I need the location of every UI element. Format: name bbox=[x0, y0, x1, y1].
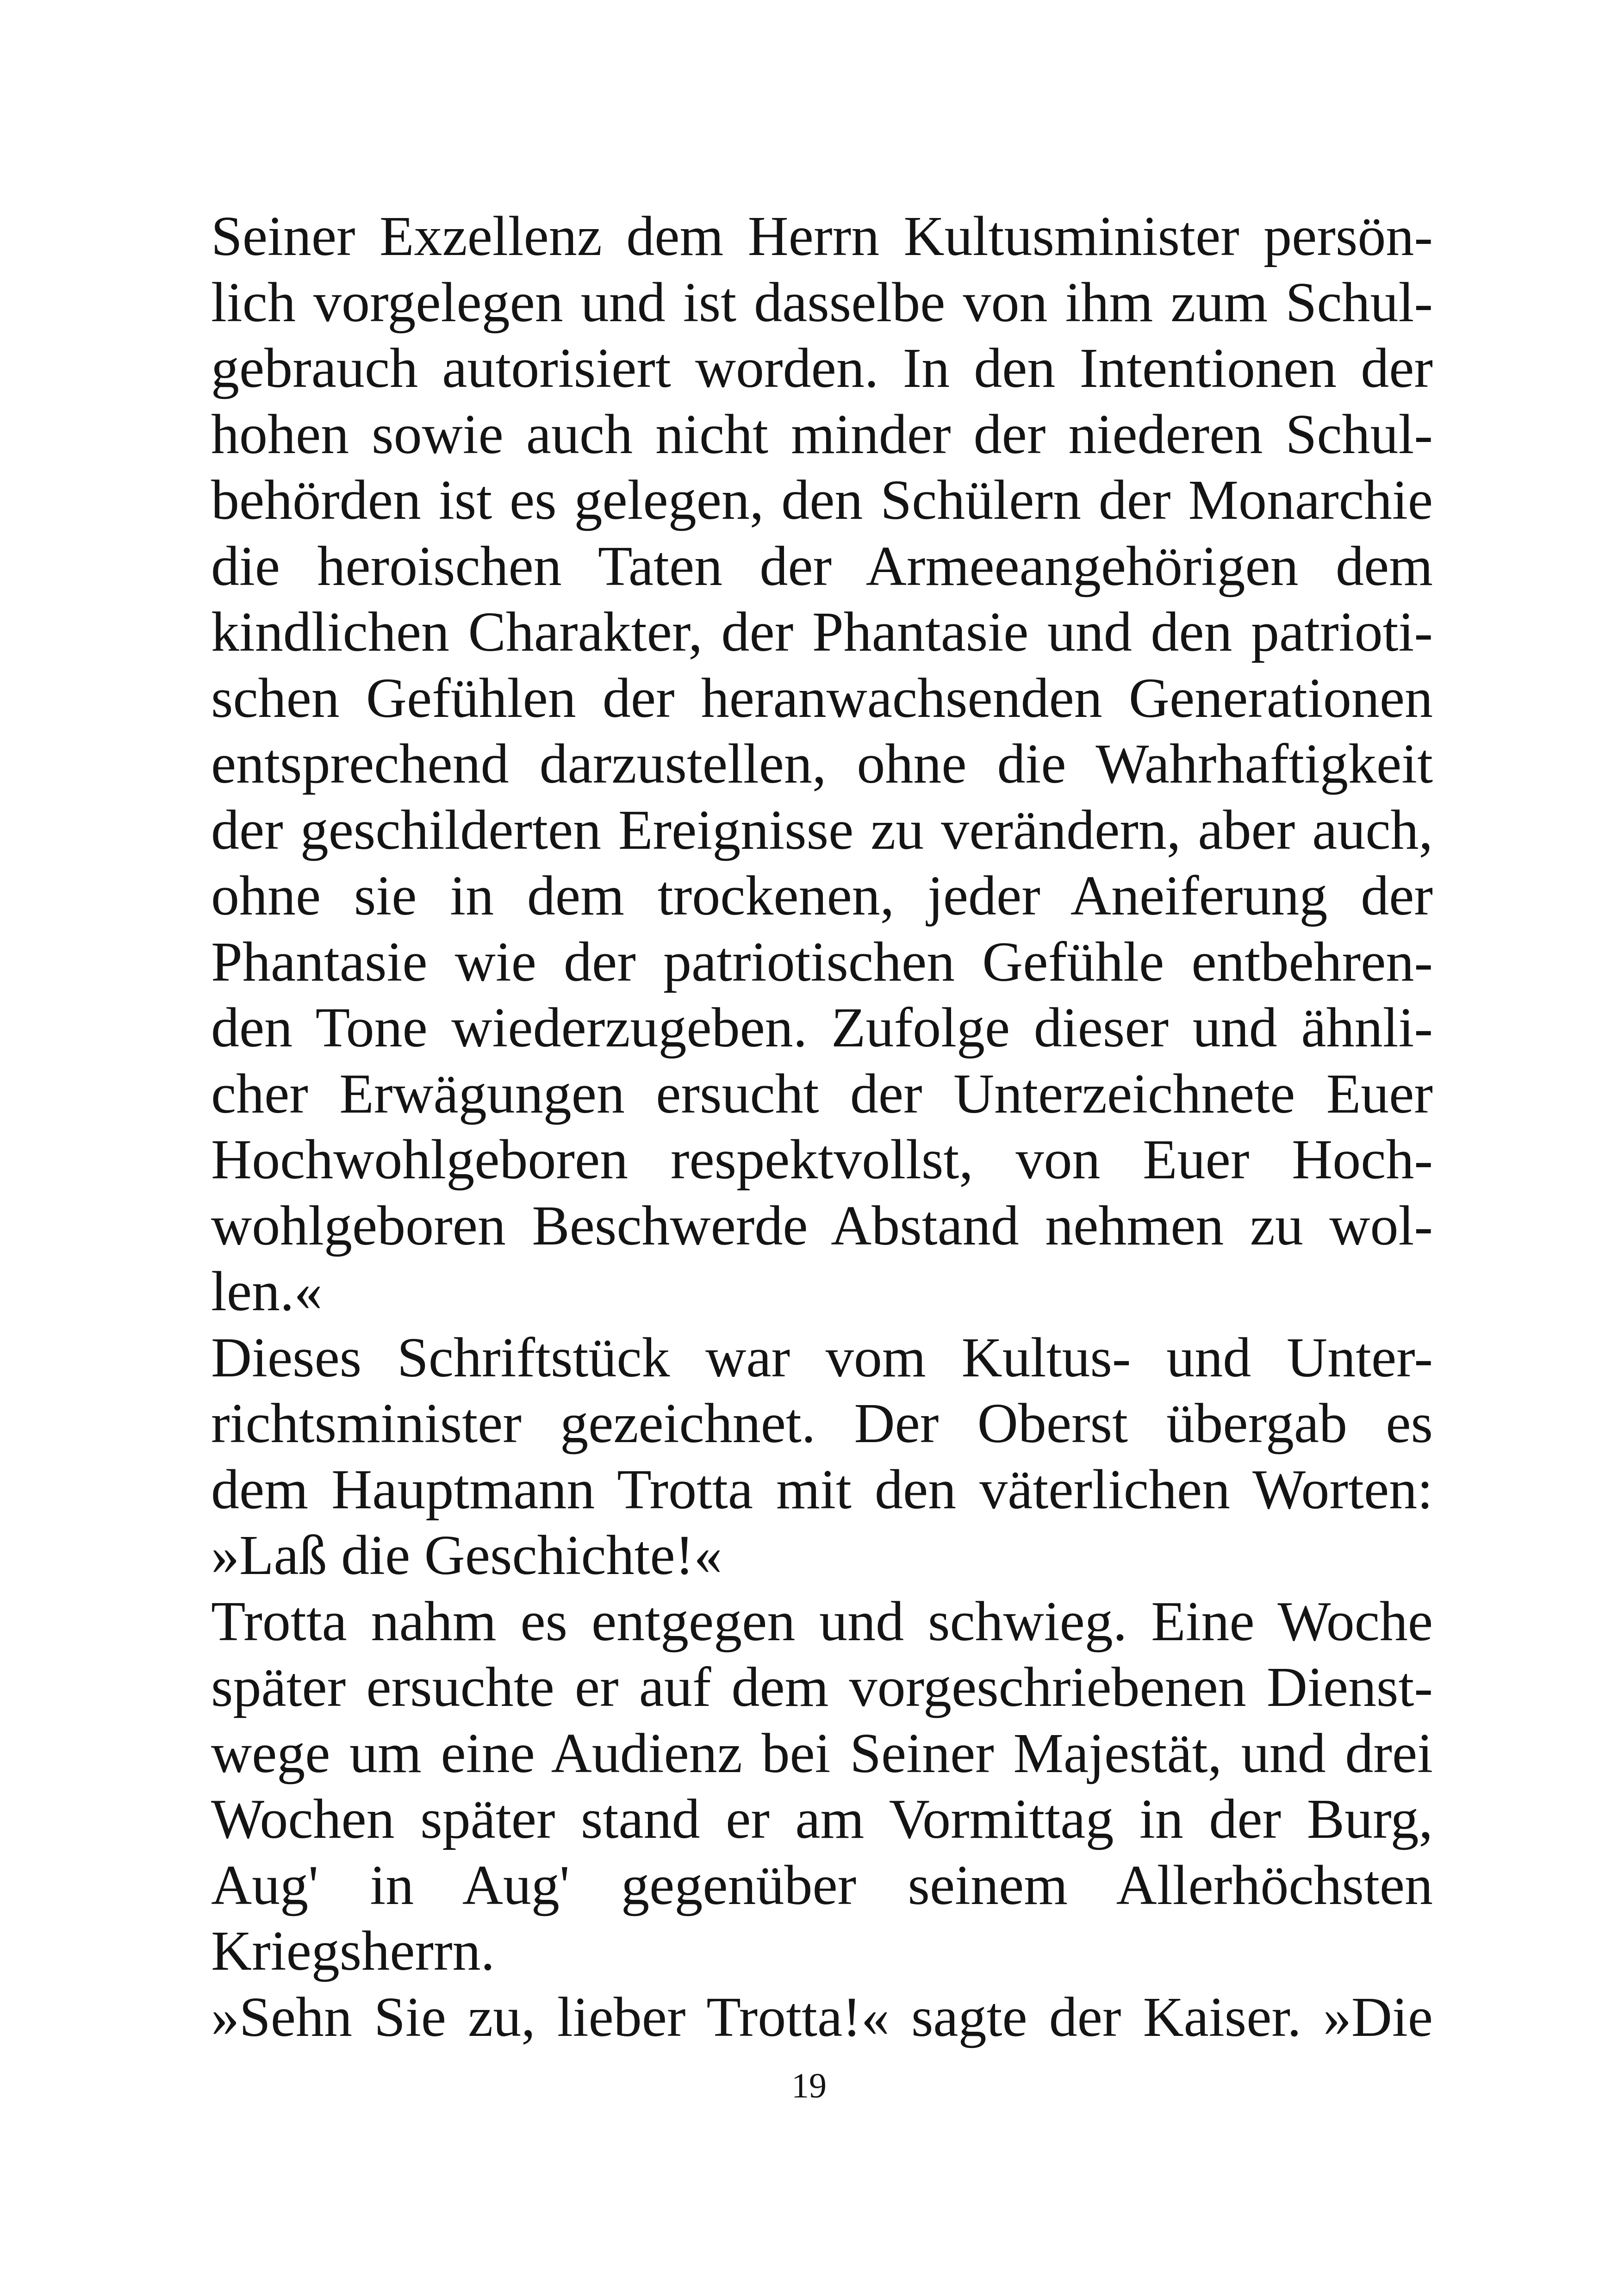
text-line: Aug' in Aug' gegenüber seinem Allerhöchsten bbox=[211, 1854, 1433, 1916]
text-line: »Laß die Geschichte!« bbox=[211, 1524, 722, 1587]
text-line: dem Hauptmann Trotta mit den väterlichen Worten: bbox=[211, 1458, 1433, 1521]
text-line: Trotta nahm es entgegen und schwieg. Eine Woche bbox=[211, 1590, 1433, 1653]
text-line: richtsminister gezeichnet. Der Oberst übergab es bbox=[211, 1392, 1433, 1455]
text-line: lich vorgelegen und ist dasselbe von ihm zum Schul- bbox=[211, 271, 1433, 334]
text-line: len.« bbox=[211, 1260, 323, 1323]
text-line: Hochwohlgeboren respektvollst, von Euer Hoch- bbox=[211, 1128, 1433, 1191]
text-line: die heroischen Taten der Armeeangehörigen dem bbox=[211, 535, 1433, 597]
text-line: später ersuchte er auf dem vorgeschriebenen Dienst- bbox=[211, 1656, 1433, 1718]
text-line: gebrauch autorisiert worden. In den Intentionen der bbox=[211, 337, 1433, 399]
body-text bbox=[211, 204, 1433, 2050]
text-line: cher Erwägungen ersucht der Unterzeichnete Euer bbox=[211, 1062, 1433, 1125]
text-line: Phantasie wie der patriotischen Gefühle entbehren- bbox=[211, 930, 1433, 993]
text-line: den Tone wiederzugeben. Zufolge dieser und ähnli- bbox=[211, 996, 1433, 1059]
text-line: wohlgeboren Beschwerde Abstand nehmen zu wol- bbox=[211, 1194, 1433, 1257]
text-line: kindlichen Charakter, der Phantasie und den patrioti- bbox=[211, 601, 1433, 663]
text-line: wege um eine Audienz bei Seiner Majestät, und drei bbox=[211, 1722, 1433, 1785]
text-line: Wochen später stand er am Vormittag in der Burg, bbox=[211, 1788, 1433, 1850]
text-line: ohne sie in dem trockenen, jeder Aneiferung der bbox=[211, 865, 1433, 927]
text-line: behörden ist es gelegen, den Schülern der Monarchie bbox=[211, 469, 1433, 531]
page-number: 19 bbox=[791, 2066, 827, 2105]
text-line: schen Gefühlen der heranwachsenden Generationen bbox=[211, 666, 1433, 729]
text-line: hohen sowie auch nicht minder der niederen Schul- bbox=[211, 403, 1433, 466]
text-line: der geschilderten Ereignisse zu verändern, aber auch, bbox=[211, 798, 1433, 861]
text-line: Seiner Exzellenz dem Herrn Kultusminister persön- bbox=[211, 205, 1433, 268]
text-line: Kriegsherrn. bbox=[211, 1920, 495, 1982]
text-line: Dieses Schriftstück war vom Kultus- und Unter- bbox=[211, 1326, 1433, 1389]
text-line: »Sehn Sie zu, lieber Trotta!« sagte der Kaiser. »Die bbox=[211, 1985, 1433, 2048]
text-line: entsprechend darzustellen, ohne die Wahrhaftigkeit bbox=[211, 733, 1433, 795]
